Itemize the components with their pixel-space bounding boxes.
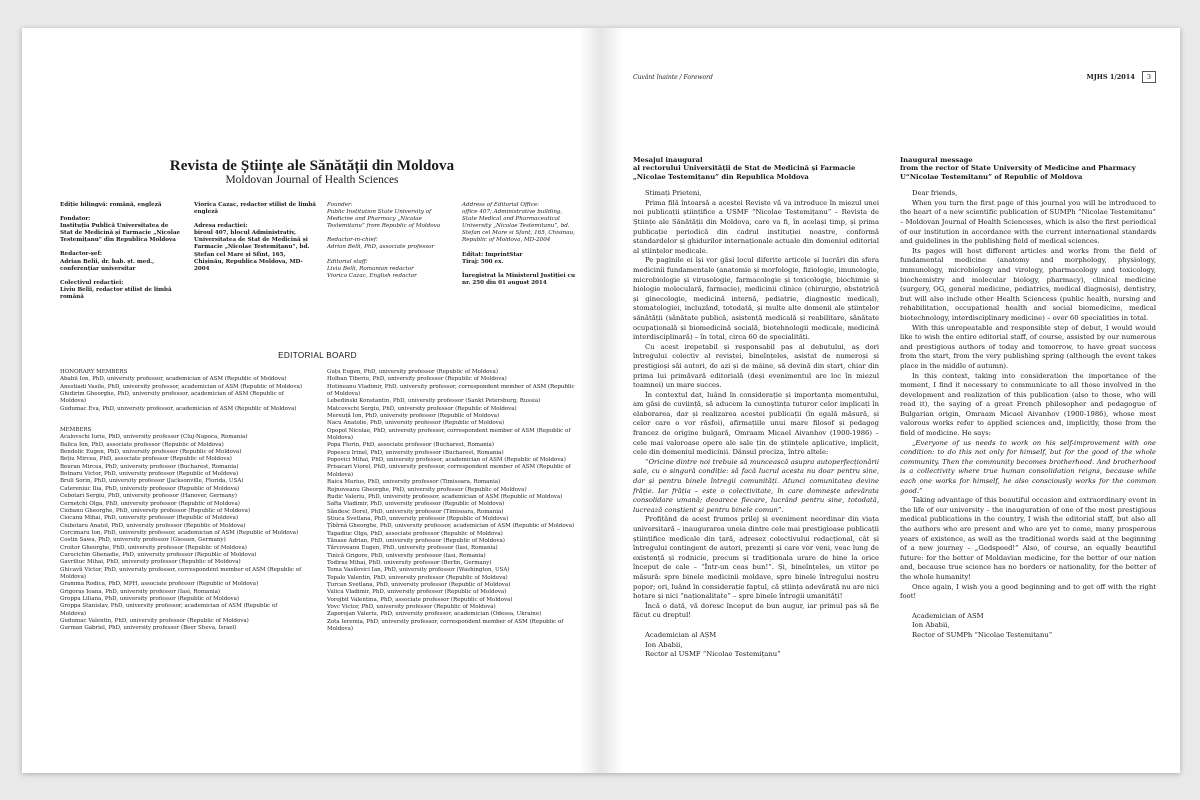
members-heading: MEMBERS	[60, 427, 92, 434]
board-member: Ababii Ion, PhD, university professor, academician of ASM (Republic of Moldova)	[60, 376, 287, 383]
signature-line: Ion Ababii,	[912, 621, 950, 630]
board-member: Gavriliuc Mihai, PhD, university professor (Republic of Moldova)	[60, 559, 241, 566]
board-member: Guțu Eugen, PhD, university professor (Republic of Moldova)	[327, 369, 498, 375]
board-member: Zaporojan Valeriu, PhD, university professor, academician (Odessa, Ukraine)	[327, 611, 542, 618]
magazine-spread	[22, 28, 1180, 773]
message-title-ro: Mesajul inaugural al rectorului Universității de Stat de Medicină și Farmacie „Nicolae Testemițanu” din Republica Moldova	[633, 156, 856, 181]
imprint-entry: Colectivul redacției: Liviu Belîi, redactor stilist de limbă română	[60, 279, 172, 300]
paragraphs-en	[900, 199, 1156, 602]
board-member: Țurcan Svetlana, PhD, university professor (Republic of Moldova)	[327, 581, 511, 588]
message-paragraph: In this context, taking into consideration the importance of the moment, I find it necessary to communicate to all those involved in the development and realization of this publication (also to those, who will read it), the saying of a great French philosopher and pedagogue of Bulgarian origin, Omraam Micael Aivanhov (1900-1986), whose most valorous works refer to applied sciences and, implicitly, those from the field of medicine. He says:	[900, 371, 1156, 438]
imprint-entry: Înregistrat la Ministerul Justiției cu nr. 250 din 01 august 2014	[462, 272, 576, 286]
signature-line: Academician al AȘM	[645, 630, 717, 639]
signature-line: Rector of SUMPh “Nicolae Testemitanu”	[912, 630, 1053, 639]
left-page	[22, 28, 601, 773]
signature-ro	[633, 631, 879, 660]
message-paragraph: „Everyone of us needs to work on his self-improvement with one condition: to do this not only for himself, but for the good of the whole community. Then the community becomes brotherhood. And brotherhood is a collectivity where true human consolidation reigns, because while each one works for himself, he also consciously works for the common good.”	[900, 438, 1156, 495]
message-title-en: Inaugural message from the rector of State University of Medicine and Pharmacy U“Nicolae Testemitanu” of Republic of Moldova	[900, 156, 1136, 181]
message-paragraph: Taking advantage of this beautiful occasion and extraordinary event in the life of our university – the inauguration of one of the most prestigious medical publications in the country, I wish the editorial staff, but also all the authors who are present and who are yet to come, many prosperous years of existence, as well as the traditional words said at the beginning of a new journey – „Godspeed!” Also, of course, an equally beautiful future: for the better of Moldavian medicine, for the better of our nation and, because true science has no borders or nationality, for the better of the whole humanity!	[900, 496, 1156, 581]
board-member: Bendelic Eugen, PhD, university professor (Republic of Moldova)	[60, 449, 242, 456]
board-member: Balica Ion, PhD, associate professor (Republic of Moldova)	[60, 441, 224, 448]
message-paragraph: Profitând de acest frumos prilej și eveniment neordinar din viața universitară – inaugurarea uneia dintre cele mai prestigioase publicații științifice medicale din țară, adresez colectivului redacțional, cât și întregului contingent de autori, prezenți și care vor veni, veac lung de existență și rodnicie, precum și tradiționala urare de bine la orice început de cale – “Într-un ceas bun!”. Și, bineînțeles, un viitor pe măsură: spre binele medicinii moldave, spre binele întregului nostru popor; ori, luând în considerație faptul, că știința adevărată nu are nici hotare și nici “naționalitate” – spre binele întregii umanități!	[633, 515, 879, 601]
board-member: Bețiu Mircea, PhD, associate professor (Republic of Moldova)	[60, 456, 232, 463]
board-member: Popa Florin, PhD, associate professor (Bucharest, Romania)	[327, 442, 494, 449]
imprint-entry: Redactor-in-chief: Adrian Belîi, PhD, associate professor	[327, 237, 435, 251]
message-english	[900, 156, 1156, 641]
board-member: Toma Vasilovici Ian, PhD, university professor (Washington, USA)	[327, 567, 510, 574]
salutation-ro: Stimați Prieteni,	[645, 189, 702, 198]
message-romanian	[633, 156, 879, 660]
honorary-list	[60, 376, 305, 413]
board-member: Ciobanu Gheorghe, PhD, university professor (Republic of Moldova)	[60, 507, 251, 514]
board-member: Rojnoveanu Gheorghe, PhD, university professor (Republic of Moldova)	[327, 486, 527, 493]
board-member: Zota Ieremia, PhD, university professor, correspondent member of ASM (Republic of Moldova)	[327, 618, 564, 633]
board-member: Acalovschi Iurie, PhD, university professor (Cluj-Napoca, Romania)	[60, 434, 248, 441]
board-member: Groppa Liliana, PhD, university professor (Republic of Moldova)	[60, 595, 240, 602]
board-member: Vovc Victor, PhD, university professor (Republic of Moldova)	[327, 604, 496, 610]
paragraphs-ro	[633, 199, 879, 621]
board-member: Gurman Gabriel, PhD, university professor (Beer Sheva, Israel)	[60, 625, 237, 632]
board-column-left	[60, 369, 305, 633]
message-paragraph: Cu acest irepetabil și responsabil pas al debutului, aș dori întregului colectiv al revistei, bineînțeles, asistat de numeroși și prestigioși săi autori, de azi și de mâine, să devină din start, chiar din prima lui primăvară editorială (deși evenimentul are loc în miezul toamnei) un mare succes.	[633, 342, 879, 390]
message-paragraph: “Oricine dintre noi trebuie să muncească asupra autoperfecționării sale, cu o singură condiție: să facă lucrul acesta nu doar pentru sine, dar și pentru binele întregii comunități. Atunci comunitatea devine frăție. Iar frăția – este o colectivitate, în care domnește adevărata consolidare umană; deoarece fiecare, lucrând pentru sine, totodată, lucrează conștient și pentru binele comun”.	[633, 457, 879, 514]
board-member: Ghicavîi Victor, PhD, university professor, correspondent member of ASM (Republic of Moldova)	[60, 566, 302, 580]
board-member: Mereuță Ion, PhD, university professor (Republic of Moldova)	[327, 413, 500, 420]
running-head-journal	[1087, 71, 1157, 83]
board-member: Bruli Sorin, PhD, university professor (Jacksonville, Florida, USA)	[60, 478, 244, 485]
journal-title: Revista de Științe ale Sănătății din Moldova	[169, 158, 455, 174]
editorial-board-title: EDITORIAL BOARD	[278, 351, 357, 360]
board-member: Gudumac Eva, PhD, university professor, academician of ASM (Republic of Moldova)	[60, 405, 297, 412]
board-member: Matcovschi Sergiu, PhD, university professor (Republic of Moldova)	[327, 405, 517, 412]
message-paragraph: Încă o dată, vă doresc început de bun augur, iar primul pas să fie făcut cu dreptul!	[633, 601, 879, 620]
board-member: Hotineanu Vladimir, PhD, university professor, correspondent member of ASM (Republic of Moldova)	[327, 383, 575, 398]
board-member: Curocichin Ghenadie, PhD, university professor (Republic of Moldova)	[60, 551, 257, 558]
signature-en	[900, 612, 1156, 641]
board-member: Topalo Valentin, PhD, university professor (Republic of Moldova)	[327, 574, 508, 581]
journal-issue: MJHS 1/2014	[1086, 73, 1135, 81]
board-member: Todiraș Mihai, PhD, university professor (Berlin, Germany)	[327, 559, 492, 566]
board-member: Catereniuc Ilia, PhD, university professor (Republic of Moldova)	[60, 485, 240, 492]
board-member: Ciubotaru Anatol, PhD, university professor (Republic of Moldova)	[60, 522, 246, 529]
board-member: Costin Sawa, PhD, university professor (Giessen, Germany)	[60, 537, 226, 544]
message-paragraph: Its pages will host different articles and works from the field of fundamental medicine (anatomy and morphology, physiology, immunology, microbiology and virology, pharmacology and toxicology, biochemistry and molecular biology, pharmacy), clinical medicine (surgery, OG, general medicine, pediatrics, medical diagnosis), dentistry, but will also include other Health Sciencess (public health, nursing and rehabilitation, occupational health and social biomedicine, medical biotechnology, interdisciplinary medicine) – over 60 specialities in total.	[900, 246, 1156, 322]
message-paragraph: În contextul dat, luând în considerație și importanța momentului, am găsi de cuviință, să aducem la cunoștința tuturor celor implicați în elaborarea, dar și realizarea acestei publicații (în egală măsură, și celor care o vor răsfoi), afirmațiile unui mare filosof și pedagog francez de origine bulgară, Omraam Micael Aivanhov (1900-1986) – cele mai valoroase opere ale sale țin de științele aplicative, implicit, cele din domeniul medicinii. Dânsul preciza, între altele:	[633, 390, 879, 457]
board-member: Tărcoveanu Eugen, PhD, university professor (Iasi, Romania)	[327, 545, 498, 552]
members-list-left	[60, 434, 305, 632]
board-member: Știuca Svetlana, PhD, university professor (Republic of Moldova)	[327, 515, 509, 522]
board-member: Groppa Stanislav, PhD, university professor, academician of ASM (Republic of Moldova)	[60, 603, 278, 617]
board-member: Corcimaru Ion, PhD, university professor, academician of ASM (Republic of Moldova)	[60, 529, 299, 536]
board-member: Nacu Anatolie, PhD, university professor (Republic of Moldova)	[327, 420, 505, 427]
imprint-entry: Fondator: Instituția Publică Universitatea de Stat de Medicină și Farmacie „Nicolae Testemițanu” din Republica Moldova	[60, 216, 181, 244]
board-member: Gramma Rodica, PhD, MPH, associate professor (Republic of Moldova)	[60, 581, 259, 588]
board-member: Popescu Irinel, PhD, university professor (Bucharest, Romania)	[327, 449, 504, 456]
board-member: Beuran Mircea, PhD, university professor (Bucharest, Romania)	[60, 463, 239, 470]
board-member: Tagadiuc Olga, PhD, associate professor (Republic of Moldova)	[327, 530, 503, 537]
board-member: Tinică Grigore, PhD, university professor (Iasi, Romania)	[327, 552, 486, 559]
board-member: Săndesc Dorel, PhD, university professor (Timisoara, Romania)	[327, 508, 504, 515]
board-member: Cernețchi Olga, PhD, university professor (Republic of Moldova)	[60, 500, 240, 507]
board-member: Opopol Nicolae, PhD, university professor, correspondent member of ASM (Republic of Moldova)	[327, 427, 571, 442]
imprint-column-4	[462, 202, 577, 294]
board-member: Ciocanu Mihai, PhD, university professor (Republic of Moldova)	[60, 515, 239, 522]
board-member: Ghidirim Gheorghe, PhD, university professor, academician of ASM (Republic of Moldova)	[60, 391, 284, 405]
imprint-entry: Founder: Public Institution State University of Medicine and Pharmacy „Nicolae Testemitanu” from Republic of Moldova	[327, 202, 441, 230]
board-member: Țîbîrnă Gheorghe, PhD, university professor, academician of ASM (Republic of Moldova)	[327, 523, 575, 530]
imprint-entry: Adresa redacției: biroul 407, blocul Administrativ, Universitatea de Stat de Medicină și Farmacie „Nicolae Testemițanu”, bd. Ștefan cel Mare și Sfînt, 165, Chișinău, Republica Moldova, MD-2004	[194, 223, 310, 272]
members-list-right	[327, 369, 579, 633]
imprint-entry: Editat: ImprintStar Tiraj: 500 ex.	[462, 251, 523, 265]
imprint-column-1	[60, 202, 182, 308]
board-member: Anestiadi Vasile, PhD, university professor, academician of ASM (Republic of Moldova)	[60, 383, 303, 390]
board-member: Cebotari Sergiu, PhD, university professor (Hanover, Germany)	[60, 493, 237, 500]
board-member: Holban Tiberiu, PhD, university professor (Republic of Moldova)	[327, 376, 507, 383]
imprint-column-3	[327, 202, 447, 287]
salutation-en: Dear friends,	[912, 189, 958, 198]
journal-subtitle: Moldovan Journal of Health Sciences	[225, 174, 399, 186]
message-paragraph: Prima filă întoarsă a acestei Reviste vă va introduce în miezul unei noi publicații științifice a USMF “Nicolae Testemițanu” – Revista de Științe ale Sănătății din Moldova, care va fi, în același timp, și prima publicație periodică din cadrul instituției noastre, conformă standardelor și ghidurilor internaționale actuale din domeniul editorial al științelor medicale.	[633, 198, 879, 255]
message-paragraph: Once again, I wish you a good beginning and to get off with the right foot!	[900, 582, 1156, 601]
board-member: Safta Vladimir, PhD, university professor (Republic of Moldova)	[327, 501, 505, 508]
board-member: Lebedinski Konstantin, PhD, university professor (Sankt Petersburg, Russia)	[327, 398, 541, 405]
board-member: Popovici Mihai, PhD, university professor, academician of ASM (Republic of Moldova)	[327, 457, 566, 464]
message-paragraph: When you turn the first page of this journal you will be introduced to the heart of a new scientific publication of SUMPh “Nicolae Testemitanu” – Moldovan Journal of Health Scienceses, which is also the first periodical of our institution in accordance with the current international standards and guidelines in the publishing field of medical sciences.	[900, 198, 1156, 246]
imprint-column-2	[194, 202, 316, 280]
message-paragraph: With this unrepeatable and responsible step of debut, I would would like to wish the entire editorial staff, of course, assisted by our numerous and prestigious authors of today and tomorrow, to have great success from the start, from the very publishing spring (although the event takes place in the middle of autumn).	[900, 323, 1156, 370]
board-member: Gudumac Valentin, PhD, university professor (Republic of Moldova)	[60, 618, 249, 624]
page-number: 3	[1142, 71, 1156, 83]
board-member: Grigoraș Ioana, PhD, university professor (Iasi, Romania)	[60, 588, 221, 595]
board-member: Botnaru Victor, PhD, university professor (Republic of Moldova)	[60, 471, 239, 478]
signature-line: Ion Ababii,	[645, 640, 683, 649]
honorary-heading: HONORARY MEMBERS	[60, 369, 128, 375]
board-member: Valica Vladimir, PhD, university professor (Republic of Moldova)	[327, 589, 507, 596]
board-column-right	[327, 369, 579, 633]
right-page	[601, 28, 1180, 773]
board-member: Raica Marius, PhD, university professor (Timisoara, Romania)	[327, 479, 501, 486]
signature-line: Rector al USMF “Nicolae Testemițanu”	[645, 650, 781, 659]
imprint-entry: Editorial staff: Liviu Belîi, Romanian redactor Viorica Cazac, English redactor	[327, 258, 417, 279]
board-member: Prisacari Viorel, PhD, university professor, correspondent member of ASM (Republic of Moldova)	[327, 464, 571, 478]
board-member: Tănase Adrian, PhD, university professor (Republic of Moldova)	[327, 537, 505, 544]
board-member: Rudic Valeriu, PhD, university professor, academician of ASM (Republic of Moldova)	[327, 493, 563, 500]
signature-line: Academician of ASM	[912, 611, 984, 620]
message-paragraph: Pe paginile ei își vor găsi locul diferite articole și lucrări din sfera medicinii fundamentale (anatomie și morfologie, fiziologie, imunologie, microbiologie și virusologie, farmacologie și toxicologie, biochimie și biologie moleculară, farmacie), medicinii clinice (chirurgie, obstetrică și ginecologie, medicină internă, pediatrie, diagnostic medical), stomatologiei, incluzând, totodată, și multe alte domenii ale științelor sănătății (sănătate publică, asistență medicală și reabilitare, sănătate ocupațională și biomedicină socială, biotehnologii medicale, medicină interdisciplinară) – în total, circa 60 de specialități.	[633, 256, 879, 342]
imprint-entry: Redactor-șef: Adrian Belîi, dr. hab. șt. med., conferențiar universitar	[60, 251, 155, 272]
board-member: Croitor Gheorghe, PhD, university professor (Republic of Moldova)	[60, 544, 247, 551]
imprint-entry: Address of Editorial Office: office 407; Administrative building, State Medical and Pharmaceutical University „Nicolae Testemitanu”, bd. Stefan cel Mare si Sfant, 165, Chisinau, Republic of Moldova, MD-2004	[462, 202, 575, 244]
imprint-entry: Ediție bilingvă: română, engleză	[60, 202, 162, 208]
running-head-section: Cuvânt înainte / Foreword	[633, 74, 713, 81]
imprint-entry: Viorica Cazac, redactor stilist de limbă engleză	[194, 202, 316, 216]
board-member: Vorojbit Valentina, PhD, associate professor (Republic of Moldova)	[327, 596, 513, 603]
